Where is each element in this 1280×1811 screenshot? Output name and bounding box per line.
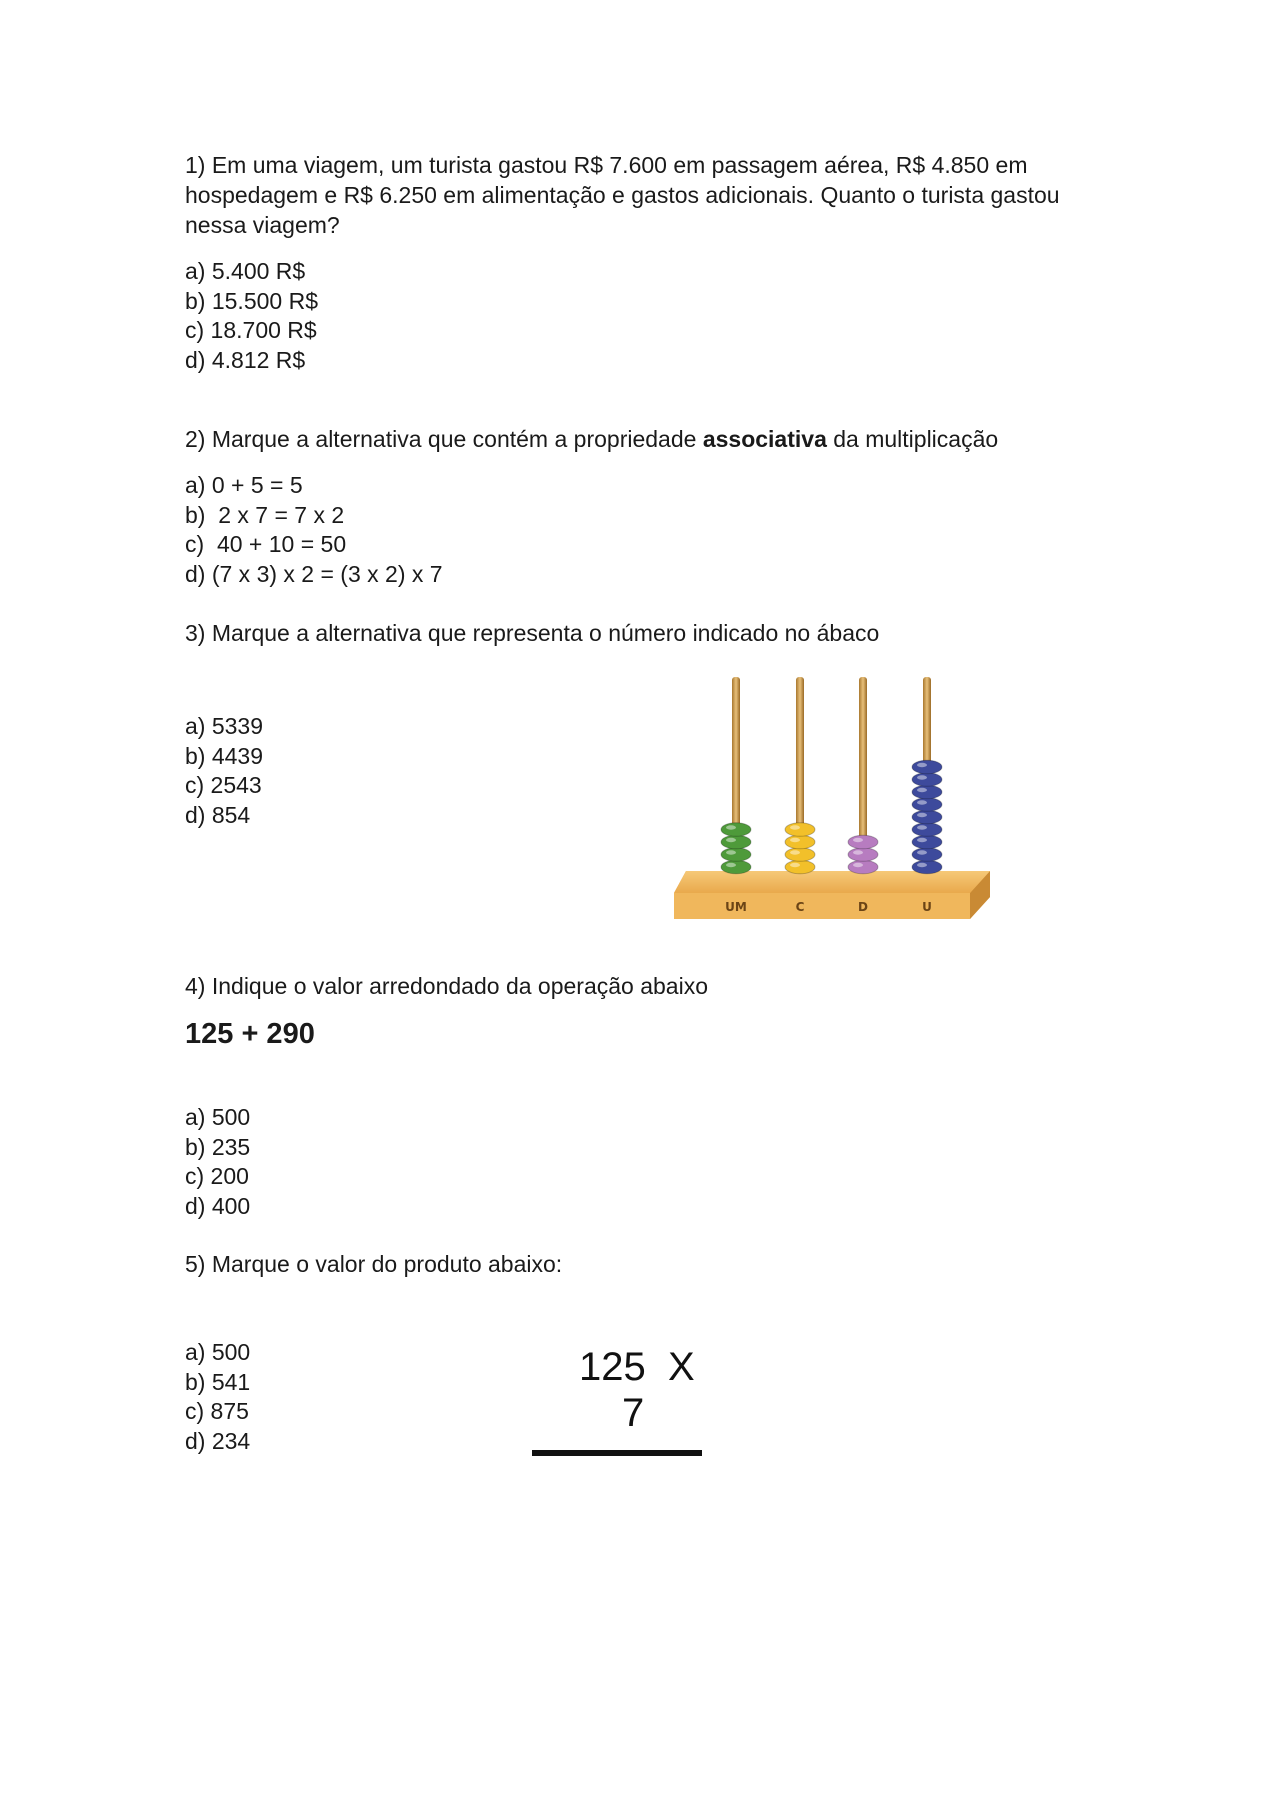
abacus-bead-highlight	[917, 775, 927, 779]
option-a: a) 5.400 R$	[185, 258, 306, 284]
abacus-bead	[912, 773, 942, 787]
abacus-bead-highlight	[917, 825, 927, 829]
abacus-bead	[848, 848, 878, 862]
abacus-bead	[848, 835, 878, 849]
abacus-bead	[721, 823, 751, 837]
result-line	[532, 1450, 702, 1456]
question-2-text-start: 2) Marque a alternativa que contém a propriedade	[185, 426, 703, 452]
abacus-image	[670, 665, 1000, 927]
abacus-bead	[912, 848, 942, 862]
option-b: b) 15.500 R$	[185, 287, 318, 314]
addition-expression: 125 + 290	[185, 1018, 315, 1050]
abacus-label-u: U	[922, 900, 932, 914]
question-2-bold-term: associativa	[702, 426, 827, 452]
abacus-bead	[721, 835, 751, 849]
abacus-bead	[912, 760, 942, 774]
option-b: b) 2 x 7 = 7 x 2	[185, 501, 345, 528]
question-1-options	[185, 257, 318, 375]
option-d: d) 4.812 R$	[185, 346, 306, 373]
question-3-text: 3) Marque a alternativa que representa o número indicado no ábaco	[185, 620, 880, 646]
abacus-base	[674, 871, 990, 919]
multiplicand: 125 X	[579, 1345, 695, 1389]
question-5-text: 5) Marque o valor do produto abaixo:	[185, 1251, 563, 1277]
question-2-options	[185, 471, 443, 589]
option-d: d) 234	[185, 1427, 251, 1454]
option-c: c) 2543	[185, 772, 262, 798]
abacus-bead	[785, 835, 815, 849]
option-a: a) 5339	[185, 713, 264, 739]
option-b: b) 4439	[185, 742, 264, 769]
abacus-bead-highlight	[917, 800, 927, 804]
question-2-text-end: da multiplicação	[826, 426, 999, 452]
abacus-bead	[912, 835, 942, 849]
abacus-rods	[732, 677, 931, 877]
option-a: a) 0 + 5 = 5	[185, 472, 303, 498]
question-4-options	[185, 1103, 250, 1221]
abacus-bead-highlight	[853, 838, 863, 842]
abacus-bead-highlight	[853, 850, 863, 854]
abacus-bead-highlight	[726, 850, 736, 854]
abacus-bead	[912, 823, 942, 837]
abacus-bead	[848, 860, 878, 874]
abacus-bead-highlight	[917, 863, 927, 867]
option-c: c) 18.700 R$	[185, 317, 317, 343]
option-a: a) 500	[185, 1339, 251, 1365]
option-c: c) 875	[185, 1398, 249, 1424]
abacus-label-c: C	[795, 900, 805, 914]
question-5-options	[185, 1338, 250, 1456]
option-d: d) 854	[185, 801, 251, 828]
abacus-bead	[912, 798, 942, 812]
abacus-bead	[785, 860, 815, 874]
multiplier: 7	[622, 1391, 645, 1435]
abacus-bead-highlight	[853, 863, 863, 867]
abacus-bead-highlight	[917, 813, 927, 817]
abacus-label-d: D	[858, 900, 868, 914]
abacus-bead-highlight	[790, 838, 800, 842]
abacus-bead	[912, 785, 942, 799]
abacus-bead	[721, 860, 751, 874]
abacus-bead-highlight	[726, 863, 736, 867]
option-c: c) 200	[185, 1163, 249, 1189]
question-1-text: 1) Em uma viagem, um turista gastou R$ 7.600 em passagem aérea, R$ 4.850 em hospedagem e R$ 6.250 em alimentação e gastos adicionais. Quanto o turista gastou nessa viagem?	[185, 152, 1060, 238]
option-c: c) 40 + 10 = 50	[185, 531, 347, 557]
option-d: d) 400	[185, 1192, 251, 1219]
question-3-options	[185, 712, 263, 830]
abacus-bead-highlight	[790, 825, 800, 829]
option-b: b) 541	[185, 1368, 251, 1395]
abacus-bead	[785, 823, 815, 837]
question-2-text	[185, 424, 998, 454]
option-d: d) (7 x 3) x 2 = (3 x 2) x 7	[185, 560, 443, 587]
abacus-bead-highlight	[726, 825, 736, 829]
abacus-bead-highlight	[917, 763, 927, 767]
abacus-bead	[912, 810, 942, 824]
abacus-bead	[721, 848, 751, 862]
multiplication-figure	[530, 1345, 710, 1465]
abacus-bead-highlight	[790, 850, 800, 854]
option-a: a) 500	[185, 1104, 251, 1130]
question-4-text: 4) Indique o valor arredondado da operação abaixo	[185, 973, 708, 999]
abacus-bead-highlight	[917, 850, 927, 854]
abacus-bead-highlight	[726, 838, 736, 842]
abacus-bead	[785, 848, 815, 862]
abacus-label-um: UM	[725, 900, 747, 914]
abacus-bead-highlight	[917, 788, 927, 792]
abacus-bead-highlight	[917, 838, 927, 842]
option-b: b) 235	[185, 1133, 251, 1160]
abacus-bead-highlight	[790, 863, 800, 867]
abacus-bead	[912, 860, 942, 874]
